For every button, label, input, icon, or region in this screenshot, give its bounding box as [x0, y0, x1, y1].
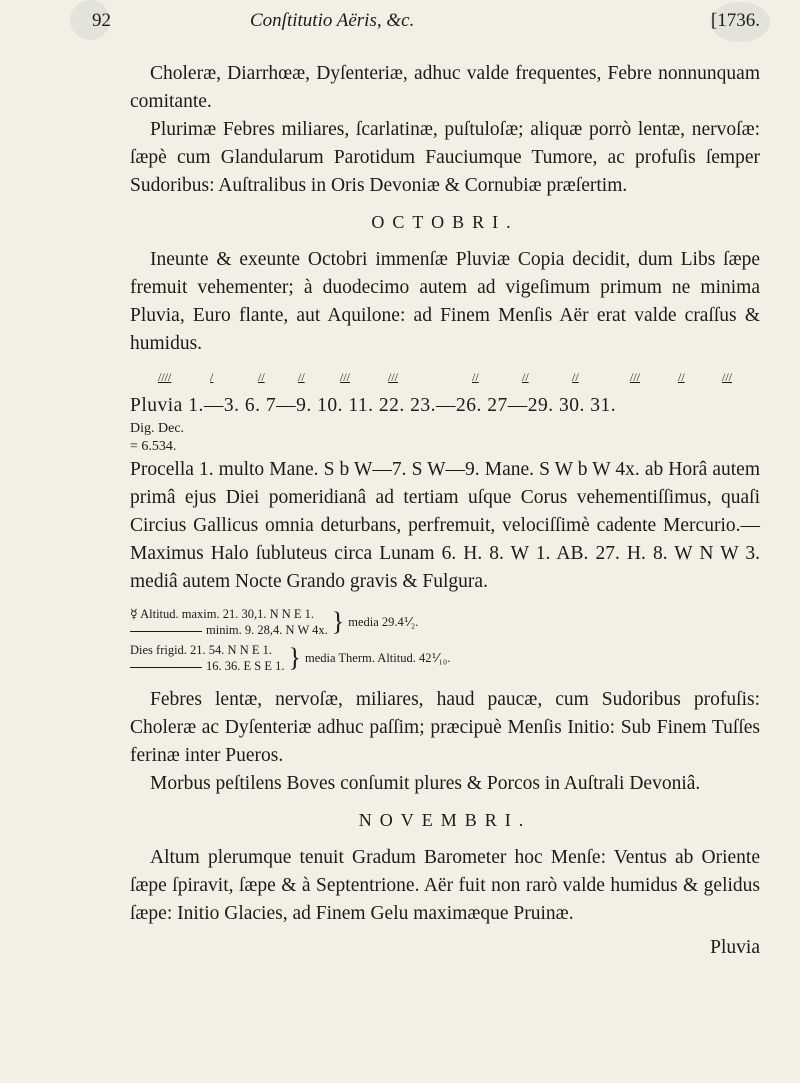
paragraph-febres-lentae: Febres lentæ, nervoſæ, miliares, haud paucæ, cum Sudoribus profuſis: Choleræ ac Dyſenteriæ adhuc paſſim; præcipuè Menſis Initio: Sub Finem Tuſſes ferinæ inter Pueros. — [130, 689, 760, 766]
cold-days-rows — [130, 642, 284, 674]
brace: } — [288, 643, 301, 672]
barometer-min — [130, 622, 328, 638]
cold-day-2 — [130, 658, 284, 674]
rain-tick: // — [572, 370, 579, 384]
barometer-max: ☿ Altitud. maxim. 21. 30,1. N N E 1. — [130, 607, 315, 621]
paragraph-morbus: Morbus peſtilens Boves conſumit plures & Porcos in Auſtrali Devoniâ. — [150, 773, 701, 794]
dash-rule — [130, 667, 202, 668]
running-title: Conſtitutio Aëris, &c. — [250, 10, 415, 31]
cold-days-block — [130, 642, 760, 674]
rain-tick: /// — [722, 370, 733, 384]
brace: } — [331, 607, 345, 636]
header-year: [1736. — [710, 10, 760, 31]
barometer-min-text: minim. 9. 28,4. N W 4x. — [206, 623, 328, 637]
rain-tick: // — [522, 370, 529, 384]
paragraph-procella: Procella 1. multo Mane. S b W—7. S W—9. Mane. S W b W 4x. ab Horâ autem primâ ejus Diei pomeridianâ ad tertiam uſque Corus vehementiſſimus, quaſi Circius Gallicus omnia deturbans, perfremuit, velociſſimè cadente Mercurio.—Maximus Halo ſubluteus circa Lunam 6. H. 8. W 1. AB. 27. H. 8. W N W 3. mediâ autem Nocte Grando gravis & Fulgura. — [130, 459, 760, 592]
barometer-block — [130, 606, 760, 638]
rain-tick: / — [210, 370, 214, 384]
cold-day-2-text: 16. 36. E S E 1. — [206, 659, 285, 673]
barometer-media: media 29.4⅟₂. — [348, 615, 419, 629]
rain-tick: // — [678, 370, 685, 384]
rain-tick: /// — [340, 370, 351, 384]
catchword: Pluvia — [710, 937, 760, 958]
paragraph-november: Altum plerumque tenuit Gradum Barometer hoc Menſe: Ventus ab Oriente ſæpe ſpiravit, ſæpe & à Septentrione. Aër fuit non rarò valde humidus & gelidus ſæpe: Initio Glacies, ad Finem Gelu maximæque Pruinæ. — [130, 847, 760, 924]
rain-tick: // — [298, 370, 305, 384]
rain-days-line: Pluvia 1.—3. 6. 7—9. 10. 11. 22. 23.—26. 27—29. 30. 31. — [130, 395, 617, 416]
rain-tick-marks — [130, 370, 760, 392]
thermometer-media: media Therm. Altitud. 42⅟₁₀. — [304, 651, 451, 665]
rain-tick: // — [258, 370, 265, 384]
paragraph-october: Ineunte & exeunte Octobri immenſæ Pluviæ Copia decidit, dum Libs ſæpe fremuit vehementer; à duodecimo autem ad vigeſimum primum ne minima Pluvia, Euro flante, aut Aquilone: ad Finem Menſis Aër erat valde craſſus & humidus. — [130, 249, 760, 354]
page-header — [92, 10, 760, 40]
rain-tick: //// — [158, 370, 172, 384]
november-heading: NOVEMBRI. — [358, 810, 532, 830]
rain-tick: // — [472, 370, 479, 384]
dig-dec-value: = 6.534. — [130, 439, 177, 454]
october-heading: OCTOBRI. — [371, 212, 519, 232]
paragraph-febres: Plurimæ Febres miliares, ſcarlatinæ, puſtuloſæ; aliquæ porrò lentæ, nervoſæ: ſæpè cum Glandularum Parotidum Fauciumque Tumore, ac profuſis ſemper Sudoribus: Auſtralibus in Oris Devoniæ & Cornubiæ præſertim. — [130, 119, 760, 196]
cold-day-1: Dies frigid. 21. 54. N N E 1. — [130, 643, 272, 657]
paragraph-cholera: Choleræ, Diarrhœæ, Dyſenteriæ, adhuc valde frequentes, Febre nonnunquam comitante. — [130, 63, 760, 112]
observation-table — [130, 606, 760, 674]
dash-rule — [130, 631, 202, 632]
text-body — [130, 60, 760, 962]
rain-tick: /// — [388, 370, 399, 384]
rain-tick: /// — [630, 370, 641, 384]
dig-dec-label: Dig. Dec. — [130, 421, 185, 436]
barometer-rows — [130, 606, 328, 638]
page-number: 92 — [92, 10, 111, 31]
